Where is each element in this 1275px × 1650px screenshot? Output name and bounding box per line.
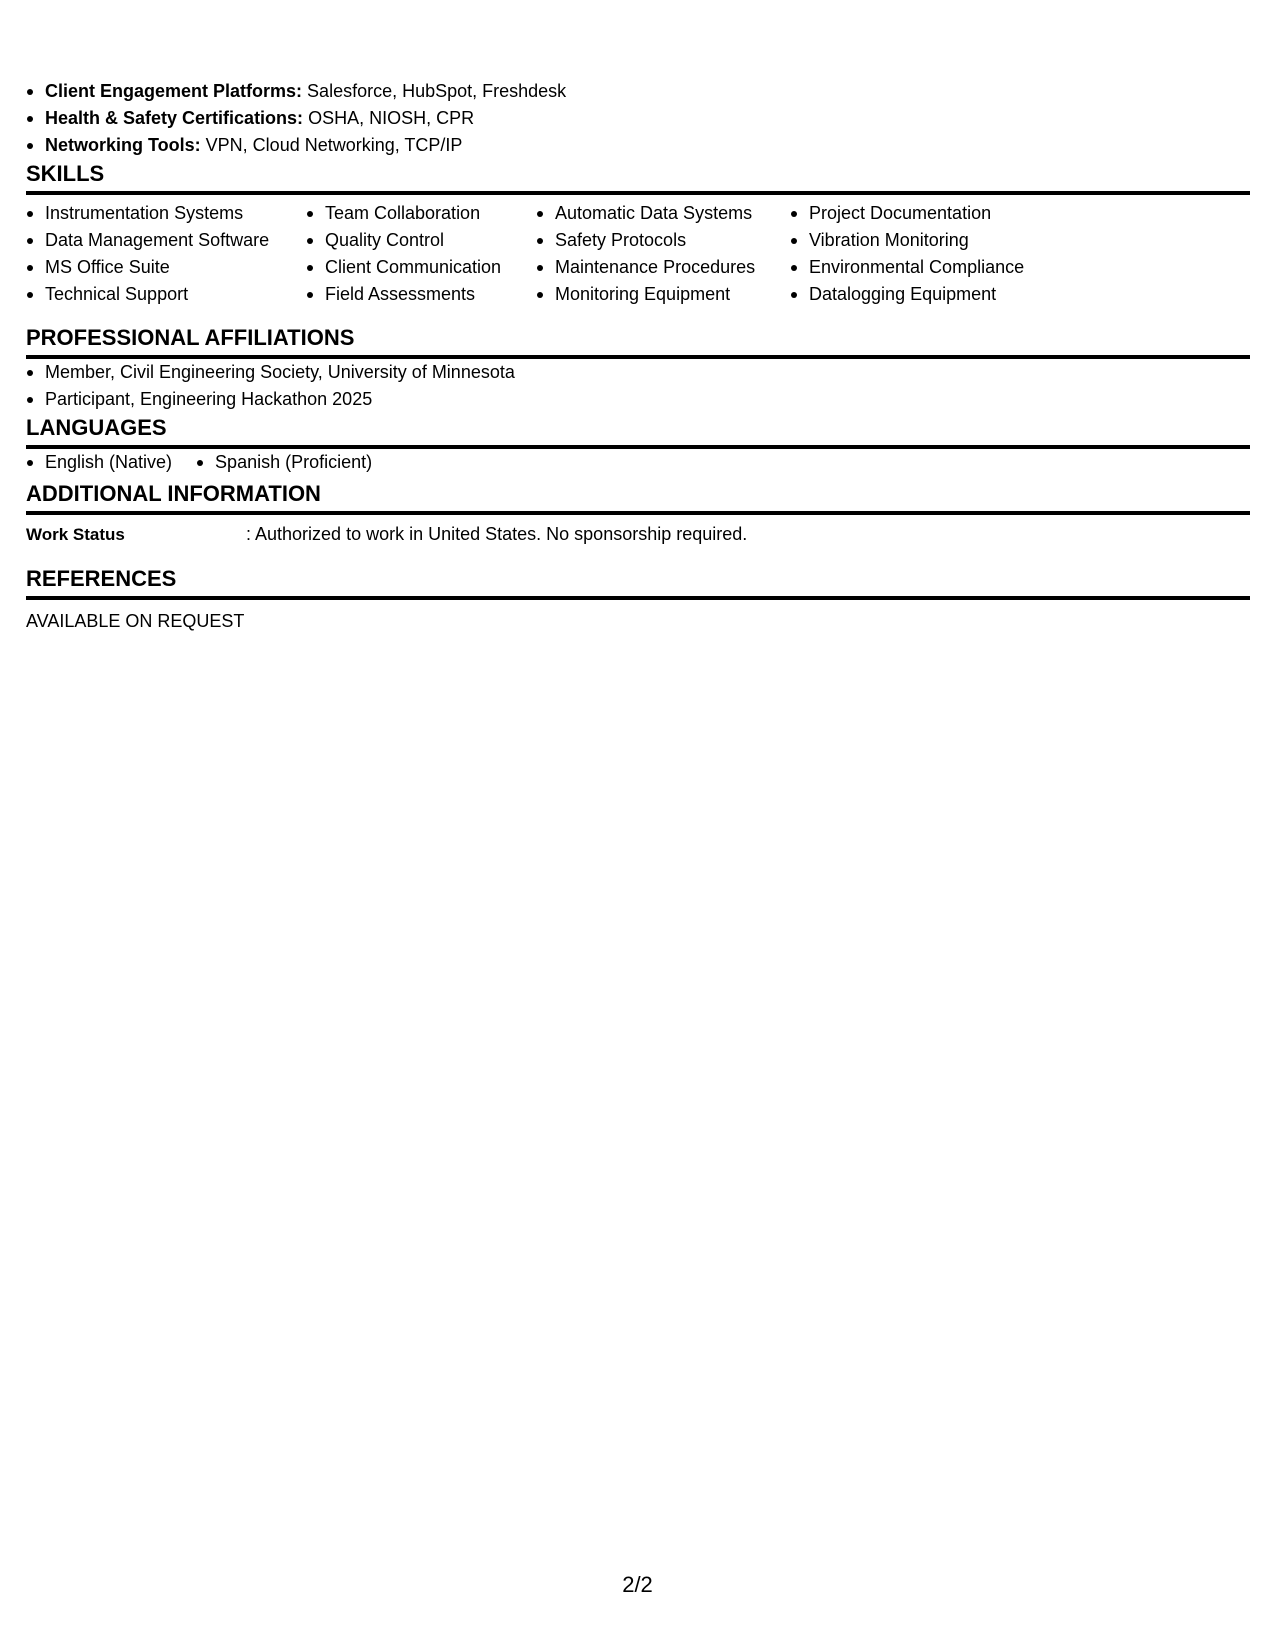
list-item bbox=[26, 105, 1250, 132]
list-item-value: Salesforce, HubSpot, Freshdesk bbox=[302, 81, 567, 101]
list-item bbox=[26, 78, 1250, 105]
skill-item: Data Management Software bbox=[26, 227, 306, 254]
skills-column-3 bbox=[536, 200, 790, 314]
references-text: AVAILABLE ON REQUEST bbox=[26, 611, 245, 631]
list-item-label: Client Engagement Platforms: bbox=[45, 81, 303, 101]
references-heading: REFERENCES bbox=[26, 564, 1250, 600]
list-item bbox=[26, 132, 1250, 159]
skill-item: Quality Control bbox=[306, 227, 536, 254]
language-item: Spanish (Proficient) bbox=[196, 449, 372, 476]
skill-item: Vibration Monitoring bbox=[790, 227, 1050, 254]
skills-column-1 bbox=[26, 200, 306, 314]
work-status-value: : Authorized to work in United States. No sponsorship required. bbox=[246, 524, 748, 544]
skill-item: Client Communication bbox=[306, 254, 536, 281]
skills-grid bbox=[26, 200, 1250, 314]
skill-item: Datalogging Equipment bbox=[790, 281, 1050, 308]
list-item-value: OSHA, NIOSH, CPR bbox=[303, 108, 475, 128]
work-status-row bbox=[26, 521, 1250, 548]
skills-column-4 bbox=[790, 200, 1050, 314]
language-item: English (Native) bbox=[26, 449, 172, 476]
skill-item: Maintenance Procedures bbox=[536, 254, 790, 281]
list-item-value: VPN, Cloud Networking, TCP/IP bbox=[200, 135, 463, 155]
skill-item: MS Office Suite bbox=[26, 254, 306, 281]
skills-heading: SKILLS bbox=[26, 159, 1250, 195]
skill-item: Safety Protocols bbox=[536, 227, 790, 254]
languages-heading: LANGUAGES bbox=[26, 413, 1250, 449]
affiliation-item: Participant, Engineering Hackathon 2025 bbox=[26, 386, 1250, 413]
additional-info-heading: ADDITIONAL INFORMATION bbox=[26, 479, 1250, 515]
resume-page bbox=[26, 78, 1250, 635]
list-item-label: Networking Tools: bbox=[45, 135, 201, 155]
languages-list bbox=[26, 449, 1250, 479]
skill-item: Project Documentation bbox=[790, 200, 1050, 227]
skill-item: Automatic Data Systems bbox=[536, 200, 790, 227]
affiliation-item: Member, Civil Engineering Society, University of Minnesota bbox=[26, 359, 1250, 386]
tools-list bbox=[26, 78, 1250, 159]
skill-item: Environmental Compliance bbox=[790, 254, 1050, 281]
work-status-label: Work Status bbox=[26, 525, 125, 544]
list-item-label: Health & Safety Certifications: bbox=[45, 108, 304, 128]
skill-item: Monitoring Equipment bbox=[536, 281, 790, 308]
skill-item: Instrumentation Systems bbox=[26, 200, 306, 227]
skill-item: Team Collaboration bbox=[306, 200, 536, 227]
affiliations-list bbox=[26, 359, 1250, 413]
page-number: 2/2 bbox=[622, 1572, 653, 1597]
skill-item: Technical Support bbox=[26, 281, 306, 308]
affiliations-heading: PROFESSIONAL AFFILIATIONS bbox=[26, 323, 1250, 359]
skills-column-2 bbox=[306, 200, 536, 314]
skill-item: Field Assessments bbox=[306, 281, 536, 308]
